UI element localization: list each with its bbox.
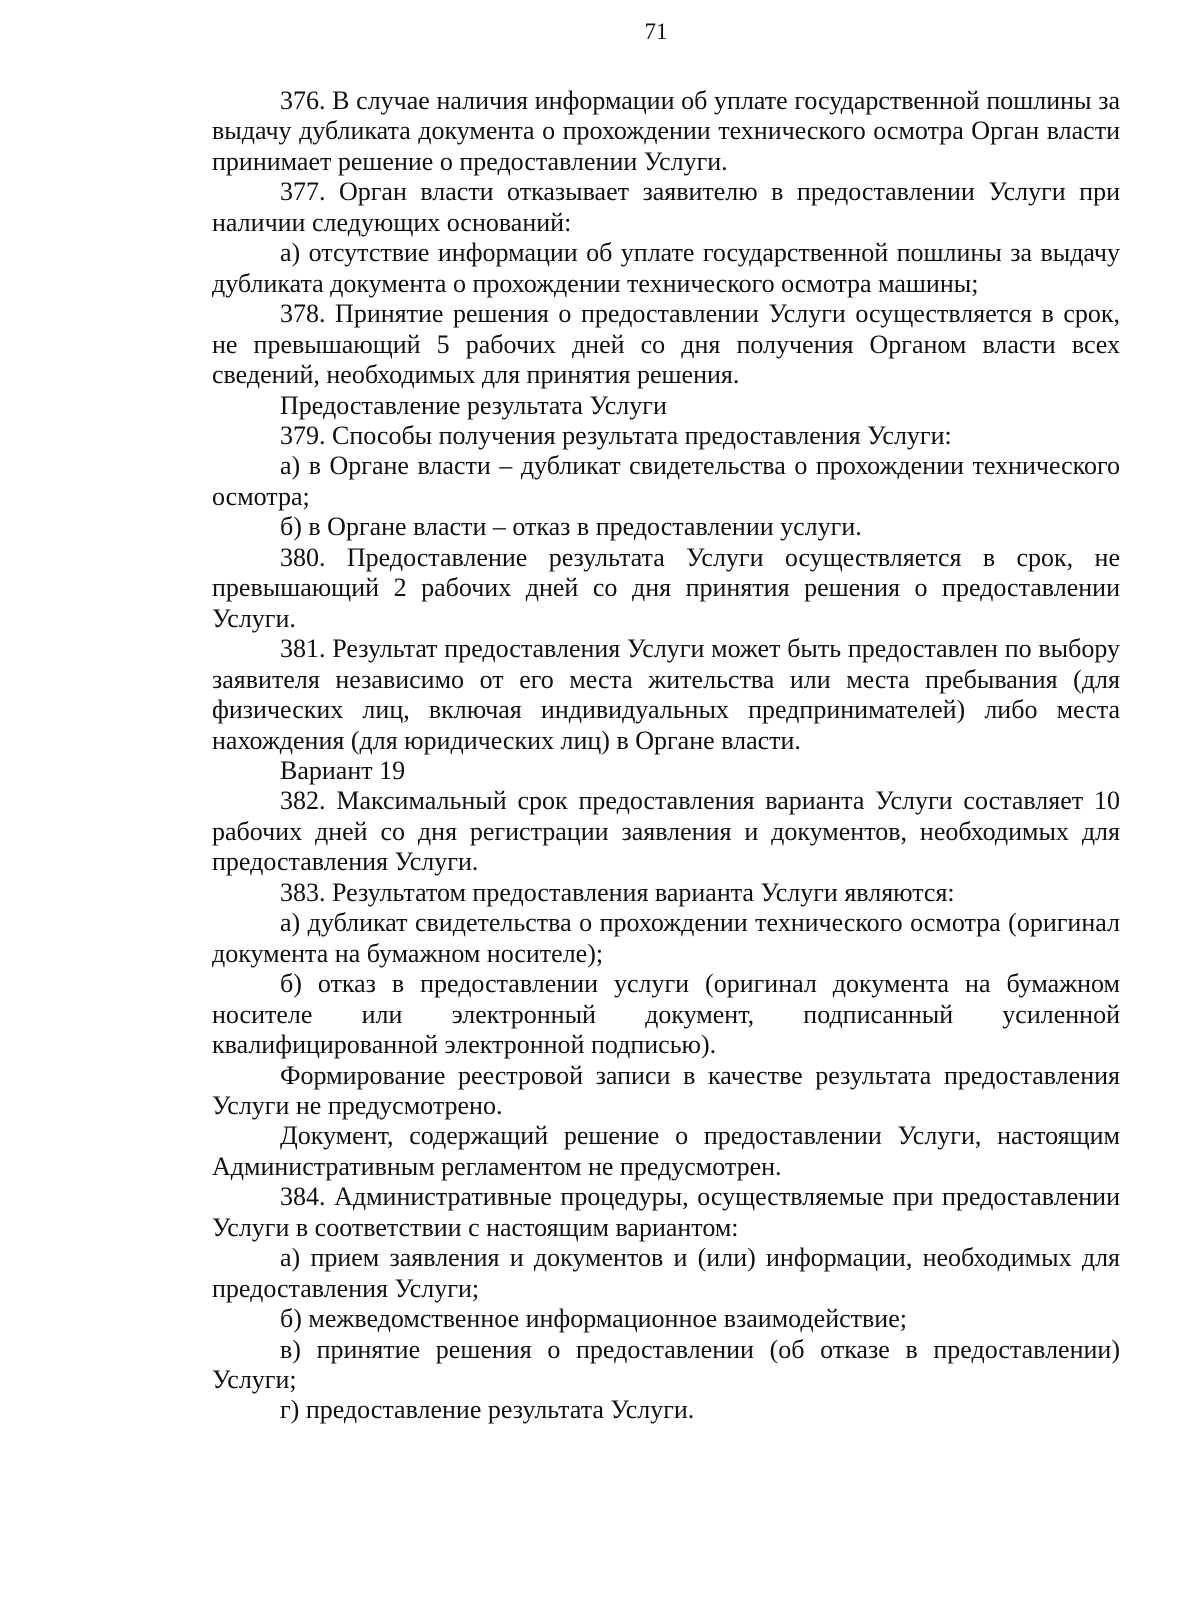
paragraph-384-a: а) прием заявления и документов и (или) информации, необходимых для предоставления Услуги; xyxy=(212,1243,1120,1303)
section-heading-result: Предоставление результата Услуги xyxy=(280,390,667,420)
paragraph-383-b: б) отказ в предоставлении услуги (оригинал документа на бумажном носителе или электронный документ, подписанный усиленной квалифицированной электронной подписью). xyxy=(212,969,1120,1060)
paragraph-registry-record: Формирование реестровой записи в качестве результата предоставления Услуги не предусмотрено. xyxy=(212,1060,1120,1120)
paragraph-383: 383. Результатом предоставления варианта Услуги являются: xyxy=(280,877,955,907)
paragraph-380: 380. Предоставление результата Услуги осуществляется в срок, не превышающий 2 рабочих дней со дня принятия решения о предоставлении Услуги. xyxy=(212,542,1120,633)
paragraph-378: 378. Принятие решения о предоставлении Услуги осуществляется в срок, не превышающий 5 рабочих дней со дня получения Органом власти всех сведений, необходимых для принятия решения. xyxy=(212,299,1120,390)
variant-heading: Вариант 19 xyxy=(280,755,406,785)
document-body xyxy=(212,86,1120,1426)
paragraph-decision-document: Документ, содержащий решение о предоставлении Услуги, настоящим Административным регламентом не предусмотрен. xyxy=(212,1121,1120,1181)
paragraph-377: 377. Орган власти отказывает заявителю в предоставлении Услуги при наличии следующих оснований: xyxy=(212,177,1120,237)
paragraph-377-a: а) отсутствие информации об уплате государственной пошлины за выдачу дубликата документа о прохождении технического осмотра машины; xyxy=(212,238,1120,298)
paragraph-379-b: б) в Органе власти – отказ в предоставлении услуги. xyxy=(280,512,862,542)
paragraph-376: 376. В случае наличия информации об уплате государственной пошлины за выдачу дубликата документа о прохождении технического осмотра Орган власти принимает решение о предоставлении Услуги. xyxy=(212,86,1120,176)
paragraph-384-g: г) предоставление результата Услуги. xyxy=(280,1395,695,1425)
page-number: 71 xyxy=(644,19,668,44)
paragraph-382: 382. Максимальный срок предоставления варианта Услуги составляет 10 рабочих дней со дня регистрации заявления и документов, необходимых для предоставления Услуги. xyxy=(212,786,1120,877)
paragraph-381: 381. Результат предоставления Услуги может быть предоставлен по выбору заявителя независимо от его места жительства или места пребывания (для физических лиц, включая индивидуальных предпринимателей) либо места нахождения (для юридических лиц) в Органе власти. xyxy=(212,634,1120,755)
paragraph-379-a: а) в Органе власти – дубликат свидетельства о прохождении технического осмотра; xyxy=(212,451,1120,511)
paragraph-384-b: б) межведомственное информационное взаимодействие; xyxy=(280,1304,907,1334)
paragraph-384-v: в) принятие решения о предоставлении (об отказе в предоставлении) Услуги; xyxy=(212,1334,1120,1395)
paragraph-384: 384. Административные процедуры, осуществляемые при предоставлении Услуги в соответствии с настоящим вариантом: xyxy=(212,1182,1120,1242)
paragraph-383-a: а) дубликат свидетельства о прохождении технического осмотра (оригинал документа на бумажном носителе); xyxy=(212,908,1120,968)
paragraph-379: 379. Способы получения результата предоставления Услуги: xyxy=(280,420,952,450)
